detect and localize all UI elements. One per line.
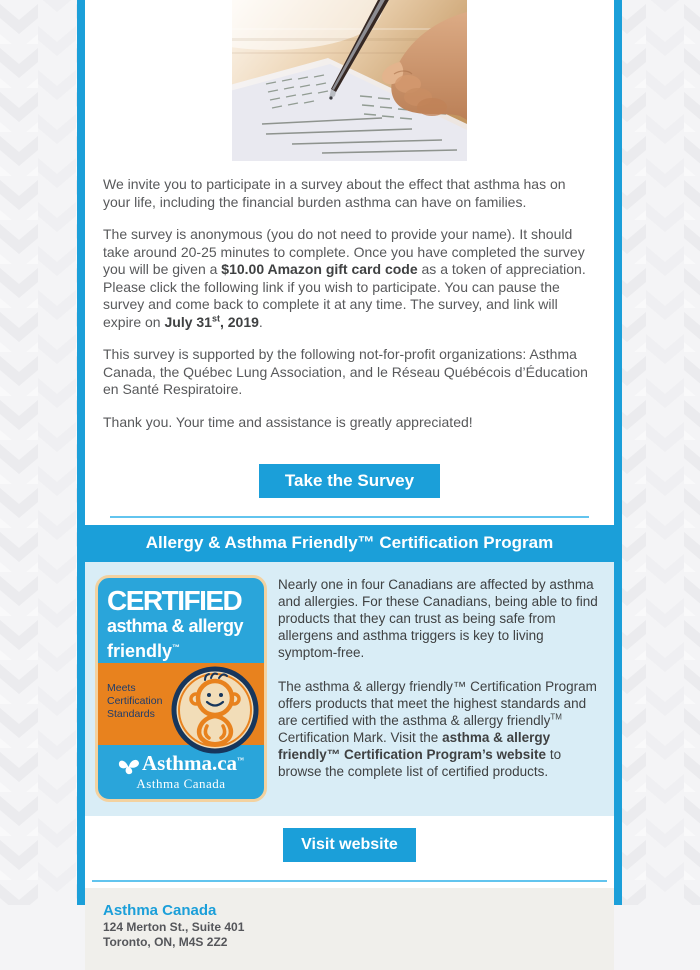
visit-website-button[interactable]: Visit website	[283, 828, 416, 862]
thanks-paragraph: Thank you. Your time and assistance is greatly appreciated!	[103, 413, 473, 430]
badge-friendly-text: friendly™	[107, 640, 181, 661]
badge-asthma-canada-text: Asthma Canada	[136, 775, 226, 791]
butterfly-icon	[118, 756, 140, 776]
gift-card-bold-text: $10.00 Amazon gift card code	[221, 261, 418, 277]
expiry-date-bold-text: July 31st, 2019	[164, 312, 259, 330]
smiling-child-icon	[171, 666, 259, 754]
footer-org-link[interactable]: Asthma Canada	[103, 901, 217, 919]
email-footer	[85, 888, 614, 970]
footer-address-line-2: Toronto, ON, M4S 2Z2	[103, 934, 228, 949]
email-right-border	[614, 0, 622, 905]
certification-panel	[85, 562, 614, 816]
badge-meets-standards-text: Meets Certification Standards	[107, 681, 163, 720]
survey-details-paragraph: The survey is anonymous (you do not need to provide your name). It should take around 20-25 minutes to complete. Once you have completed the survey you will be given a $10.00 Amazon gift card code as a token of appreciation. Please click the following link if you wish to participate. You can pause the survey and come back to complete it at any time. The survey, and link will expire on July 31st, 2019.	[103, 226, 586, 330]
certification-badge	[95, 575, 267, 802]
cert-paragraph-2: The asthma & allergy friendly™ Certification Program offers products that meet the highest standards and are certified with the asthma & allergy friendly™ Certification Mark. Visit the asthma & allergy friendly™ Certification Program’s website to browse the complete list of certified products.	[278, 678, 597, 779]
badge-asthma-ca-wordmark: Asthma.ca™	[98, 749, 264, 775]
badge-asthma-allergy-text: asthma & allergy	[107, 615, 244, 636]
supporters-paragraph: This survey is supported by the following not-for-profit organizations: Asthma Canada, the Québec Lung Association, and le Réseau Québécois d’Éducation en Santé Respiratoire.	[103, 346, 588, 397]
email-left-border	[77, 0, 85, 905]
hand-writing-survey-illustration	[232, 0, 467, 161]
section-divider	[110, 516, 589, 518]
take-survey-button[interactable]: Take the Survey	[259, 464, 440, 498]
badge-certified-text: CERTIFIED	[107, 584, 242, 616]
survey-photo	[232, 0, 467, 161]
intro-paragraph: We invite you to participate in a survey about the effect that asthma has on your life, including the financial burden asthma can have on families.	[103, 176, 566, 210]
cert-website-bold-text: asthma & allergy friendly™ Certification Program’s website	[278, 729, 551, 762]
footer-address-line-1: 124 Merton St., Suite 401	[103, 919, 245, 934]
footer-divider	[92, 880, 607, 882]
email-body	[77, 0, 622, 949]
certification-banner-heading: Allergy & Asthma Friendly™ Certification Program	[77, 525, 622, 562]
cert-paragraph-1: Nearly one in four Canadians are affected by asthma and allergies. For these Canadians, being able to find products that they can trust as being safe from allergens and asthma triggers is key to living symptom-free.	[278, 576, 598, 660]
